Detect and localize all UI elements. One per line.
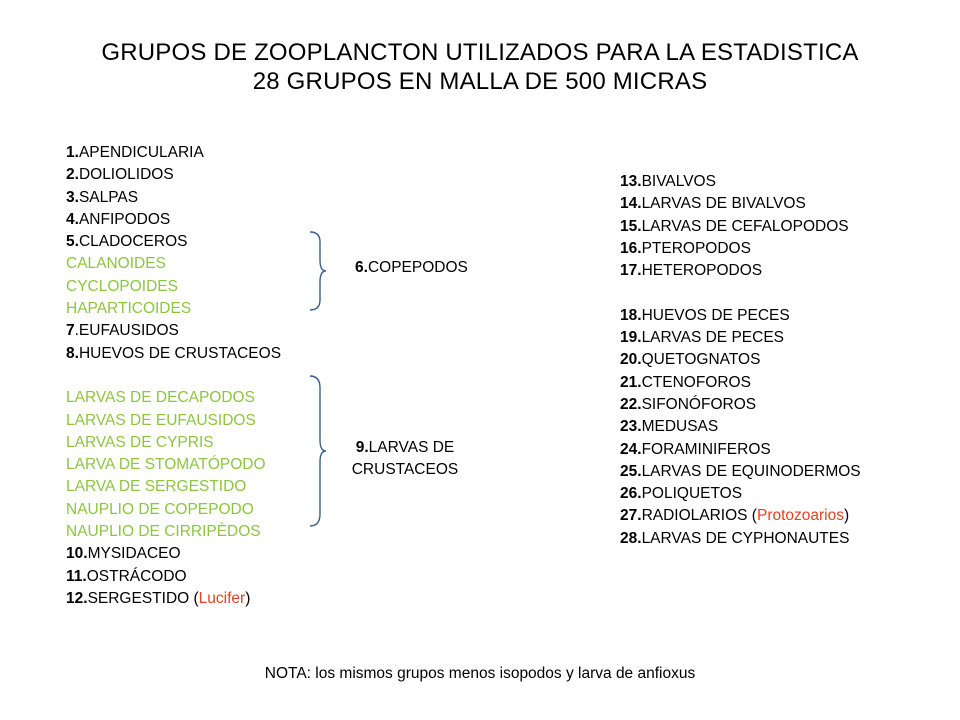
list-item-heteropodos: 17.HETEROPODOS	[620, 262, 763, 280]
subgroup-nauplio-copepodo: NAUPLIO DE COPEPODO	[66, 500, 254, 518]
list-item-ostracodo: 11.OSTRÁCODO	[66, 567, 187, 585]
annotation-protozoarios: Protozoarios	[756, 507, 844, 525]
title-line-1: GRUPOS DE ZOOPLANCTON UTILIZADOS PARA LA ESTADISTICA	[101, 39, 859, 66]
list-item-foraminiferos: 24.FORAMINIFEROS	[620, 440, 771, 458]
list-item-poliquetos: 26.POLIQUETOS	[620, 485, 743, 503]
subgroup-larvas-decapodos: LARVAS DE DECAPODOS	[66, 389, 255, 407]
larvas-crustaceos-brace-icon	[308, 374, 328, 528]
list-spacer	[620, 282, 861, 304]
list-item-pteropodos: 16.PTEROPODOS	[620, 239, 751, 257]
list-item-huevos-crustaceos: 8.HUEVOS DE CRUSTACEOS	[66, 344, 282, 362]
list-item-sifonoforos: 22.SIFONÓFOROS	[620, 395, 757, 413]
list-item-quetognatos: 20.QUETOGNATOS	[620, 351, 761, 369]
list-item-apendicularia: 1.APENDICULARIA	[66, 144, 204, 161]
list-item-sergestido: 12.SERGESTIDO (Lucifer)	[66, 589, 251, 607]
list-item-cladoceros: 5.CLADOCEROS	[66, 233, 188, 251]
list-item-medusas: 23.MEDUSAS	[620, 418, 719, 436]
list-item-mysidaceo: 10.MYSIDACEO	[66, 545, 181, 563]
list-spacer	[66, 365, 281, 387]
subgroup-calanoides: CALANOIDES	[66, 255, 166, 273]
subgroup-cyclopoides: CYCLOPOIDES	[66, 277, 178, 295]
left-group-list	[66, 142, 281, 610]
group-label-copepodos: 6.COPEPODOS	[355, 259, 468, 276]
subgroup-nauplio-cirripedos: NAUPLIO DE CIRRIPÈDOS	[66, 523, 261, 541]
list-item-larvas-peces: 19.LARVAS DE PECES	[620, 329, 784, 347]
copepodos-brace-icon	[308, 230, 328, 312]
subgroup-larvas-cypris: LARVAS DE CYPRIS	[66, 433, 214, 451]
right-group-list	[620, 171, 861, 550]
list-item-larvas-equinodermos: 25.LARVAS DE EQUINODERMOS	[620, 462, 861, 480]
list-item-eufausidos: 7.EUFAUSIDOS	[66, 322, 179, 340]
group-label-larvas-crustaceos: 9.LARVAS DE CRUSTACEOS	[351, 439, 459, 478]
list-item-salpas: 3.SALPAS	[66, 188, 139, 206]
list-item-larvas-cefalopodos: 15.LARVAS DE CEFALOPODOS	[620, 217, 849, 235]
subgroup-larva-stomatopodo: LARVA DE STOMATÓPODO	[66, 456, 266, 474]
subgroup-larva-sergestido: LARVA DE SERGESTIDO	[66, 478, 247, 496]
footnote: NOTA: los mismos grupos menos isopodos y larva de anfioxus	[264, 665, 696, 682]
subgroup-haparticoides: HAPARTICOIDES	[66, 300, 192, 318]
list-item-doliolidos: 2.DOLIOLIDOS	[66, 166, 174, 184]
list-item-ctenoforos: 21.CTENOFOROS	[620, 373, 751, 391]
list-item-huevos-peces: 18.HUEVOS DE PECES	[620, 306, 790, 324]
annotation-lucifer: Lucifer	[198, 589, 246, 607]
list-item-radiolarios: 27.RADIOLARIOS (Protozoarios)	[620, 507, 850, 525]
slide-title	[0, 38, 960, 96]
list-item-larvas-bivalvos: 14.LARVAS DE BIVALVOS	[620, 195, 806, 213]
subgroup-larvas-eufausidos: LARVAS DE EUFAUSIDOS	[66, 411, 256, 429]
list-item-cyphonautes: 28.LARVAS DE CYPHONAUTES	[620, 529, 850, 547]
list-item-anfipodos: 4.ANFIPODOS	[66, 210, 171, 228]
title-line-2: 28 GRUPOS EN MALLA DE 500 MICRAS	[252, 68, 708, 95]
list-item-bivalvos: 13.BIVALVOS	[620, 173, 716, 190]
